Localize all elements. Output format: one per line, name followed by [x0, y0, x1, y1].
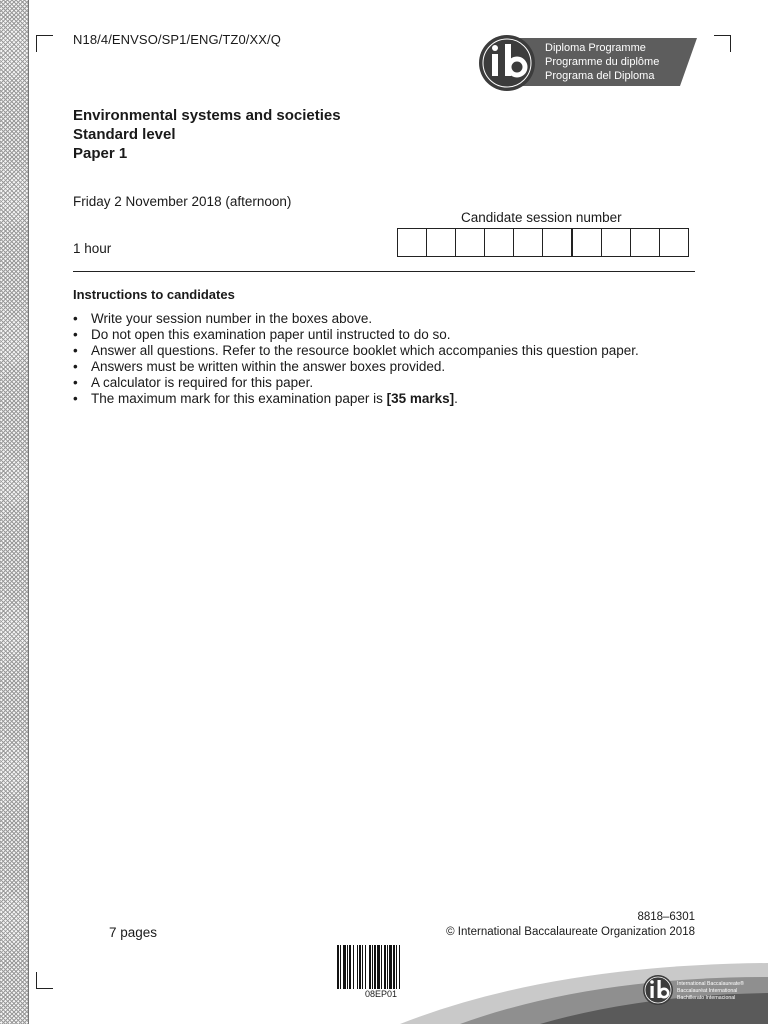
instructions-heading: Instructions to candidates	[73, 287, 235, 302]
barcode-bar	[349, 945, 351, 989]
footer-logo-line-3: Bachillerato Internacional	[677, 995, 736, 1001]
subject-title: Environmental systems and societies	[73, 107, 341, 124]
barcode-bar	[362, 945, 363, 989]
session-number-boxes[interactable]	[397, 228, 689, 257]
barcode-bar	[384, 945, 386, 989]
barcode-bar	[357, 945, 358, 989]
session-number-box[interactable]	[573, 229, 602, 256]
barcode-bar	[353, 945, 354, 989]
session-number-box[interactable]	[456, 229, 485, 256]
barcode-bar	[387, 945, 388, 989]
instruction-item: • Answers must be written within the answer boxes provided.	[73, 359, 639, 375]
instruction-item: • Answer all questions. Refer to the resource booklet which accompanies this question paper.	[73, 343, 639, 359]
footer-logo-line-2: Baccalauréat International	[677, 988, 738, 994]
session-number-box[interactable]	[427, 229, 456, 256]
barcode-bar	[372, 945, 373, 989]
session-number-box[interactable]	[602, 229, 631, 256]
corner-mark-top-right	[714, 35, 731, 52]
max-marks-suffix: .	[454, 391, 458, 406]
barcode-bar	[369, 945, 371, 989]
paper-reference: 8818–6301	[637, 911, 695, 923]
barcode-label: 08EP01	[365, 989, 398, 999]
barcode-bar	[340, 945, 341, 989]
logo-line-2: Programme du diplôme	[545, 56, 660, 68]
barcode-bar	[389, 945, 392, 989]
barcode-bar	[347, 945, 348, 989]
barcode-bar	[359, 945, 361, 989]
instruction-item: • Do not open this examination paper until instructed to do so.	[73, 327, 639, 343]
ib-footer-logo	[400, 955, 768, 1024]
edge-line	[28, 0, 29, 1024]
exam-date: Friday 2 November 2018 (afternoon)	[73, 194, 292, 209]
exam-title	[73, 106, 341, 163]
barcode-bar	[396, 945, 397, 989]
barcode-bar	[337, 945, 339, 989]
session-number-box[interactable]	[485, 229, 514, 256]
instructions-list	[73, 311, 639, 407]
level-title: Standard level	[73, 126, 176, 143]
barcode-bar	[377, 945, 380, 989]
session-number-box[interactable]	[514, 229, 543, 256]
instruction-item: • Write your session number in the boxes above.	[73, 311, 639, 327]
session-number-box[interactable]	[398, 229, 427, 256]
barcode-bar	[343, 945, 346, 989]
barcode-bar	[381, 945, 382, 989]
corner-mark-top-left	[36, 35, 53, 52]
session-number-box[interactable]	[543, 229, 573, 256]
divider	[73, 271, 695, 272]
footer-logo-line-1: International Baccalaureate®	[677, 981, 744, 987]
paper-code: N18/4/ENVSO/SP1/ENG/TZ0/XX/Q	[73, 32, 281, 47]
max-marks-prefix: The maximum mark for this examination paper is	[91, 391, 387, 406]
max-marks-value: [35 marks]	[386, 391, 455, 406]
instruction-item-max-marks	[73, 391, 639, 407]
barcode-bar	[374, 945, 376, 989]
instruction-item: • A calculator is required for this paper.	[73, 375, 639, 391]
perforated-edge	[0, 0, 28, 1024]
barcode-bar	[393, 945, 395, 989]
barcode-bar	[365, 945, 366, 989]
paper-title: Paper 1	[73, 145, 128, 162]
page-count: 7 pages	[109, 925, 158, 940]
corner-mark-bottom-left	[36, 972, 53, 989]
ib-diploma-logo	[475, 34, 697, 92]
logo-line-1: Diploma Programme	[545, 42, 646, 54]
session-number-label: Candidate session number	[461, 210, 622, 225]
session-number-box[interactable]	[631, 229, 660, 256]
copyright: © International Baccalaureate Organization 2018	[446, 926, 695, 938]
session-number-box[interactable]	[660, 229, 688, 256]
exam-duration: 1 hour	[73, 241, 112, 256]
logo-line-3: Programa del Diploma	[545, 70, 655, 82]
